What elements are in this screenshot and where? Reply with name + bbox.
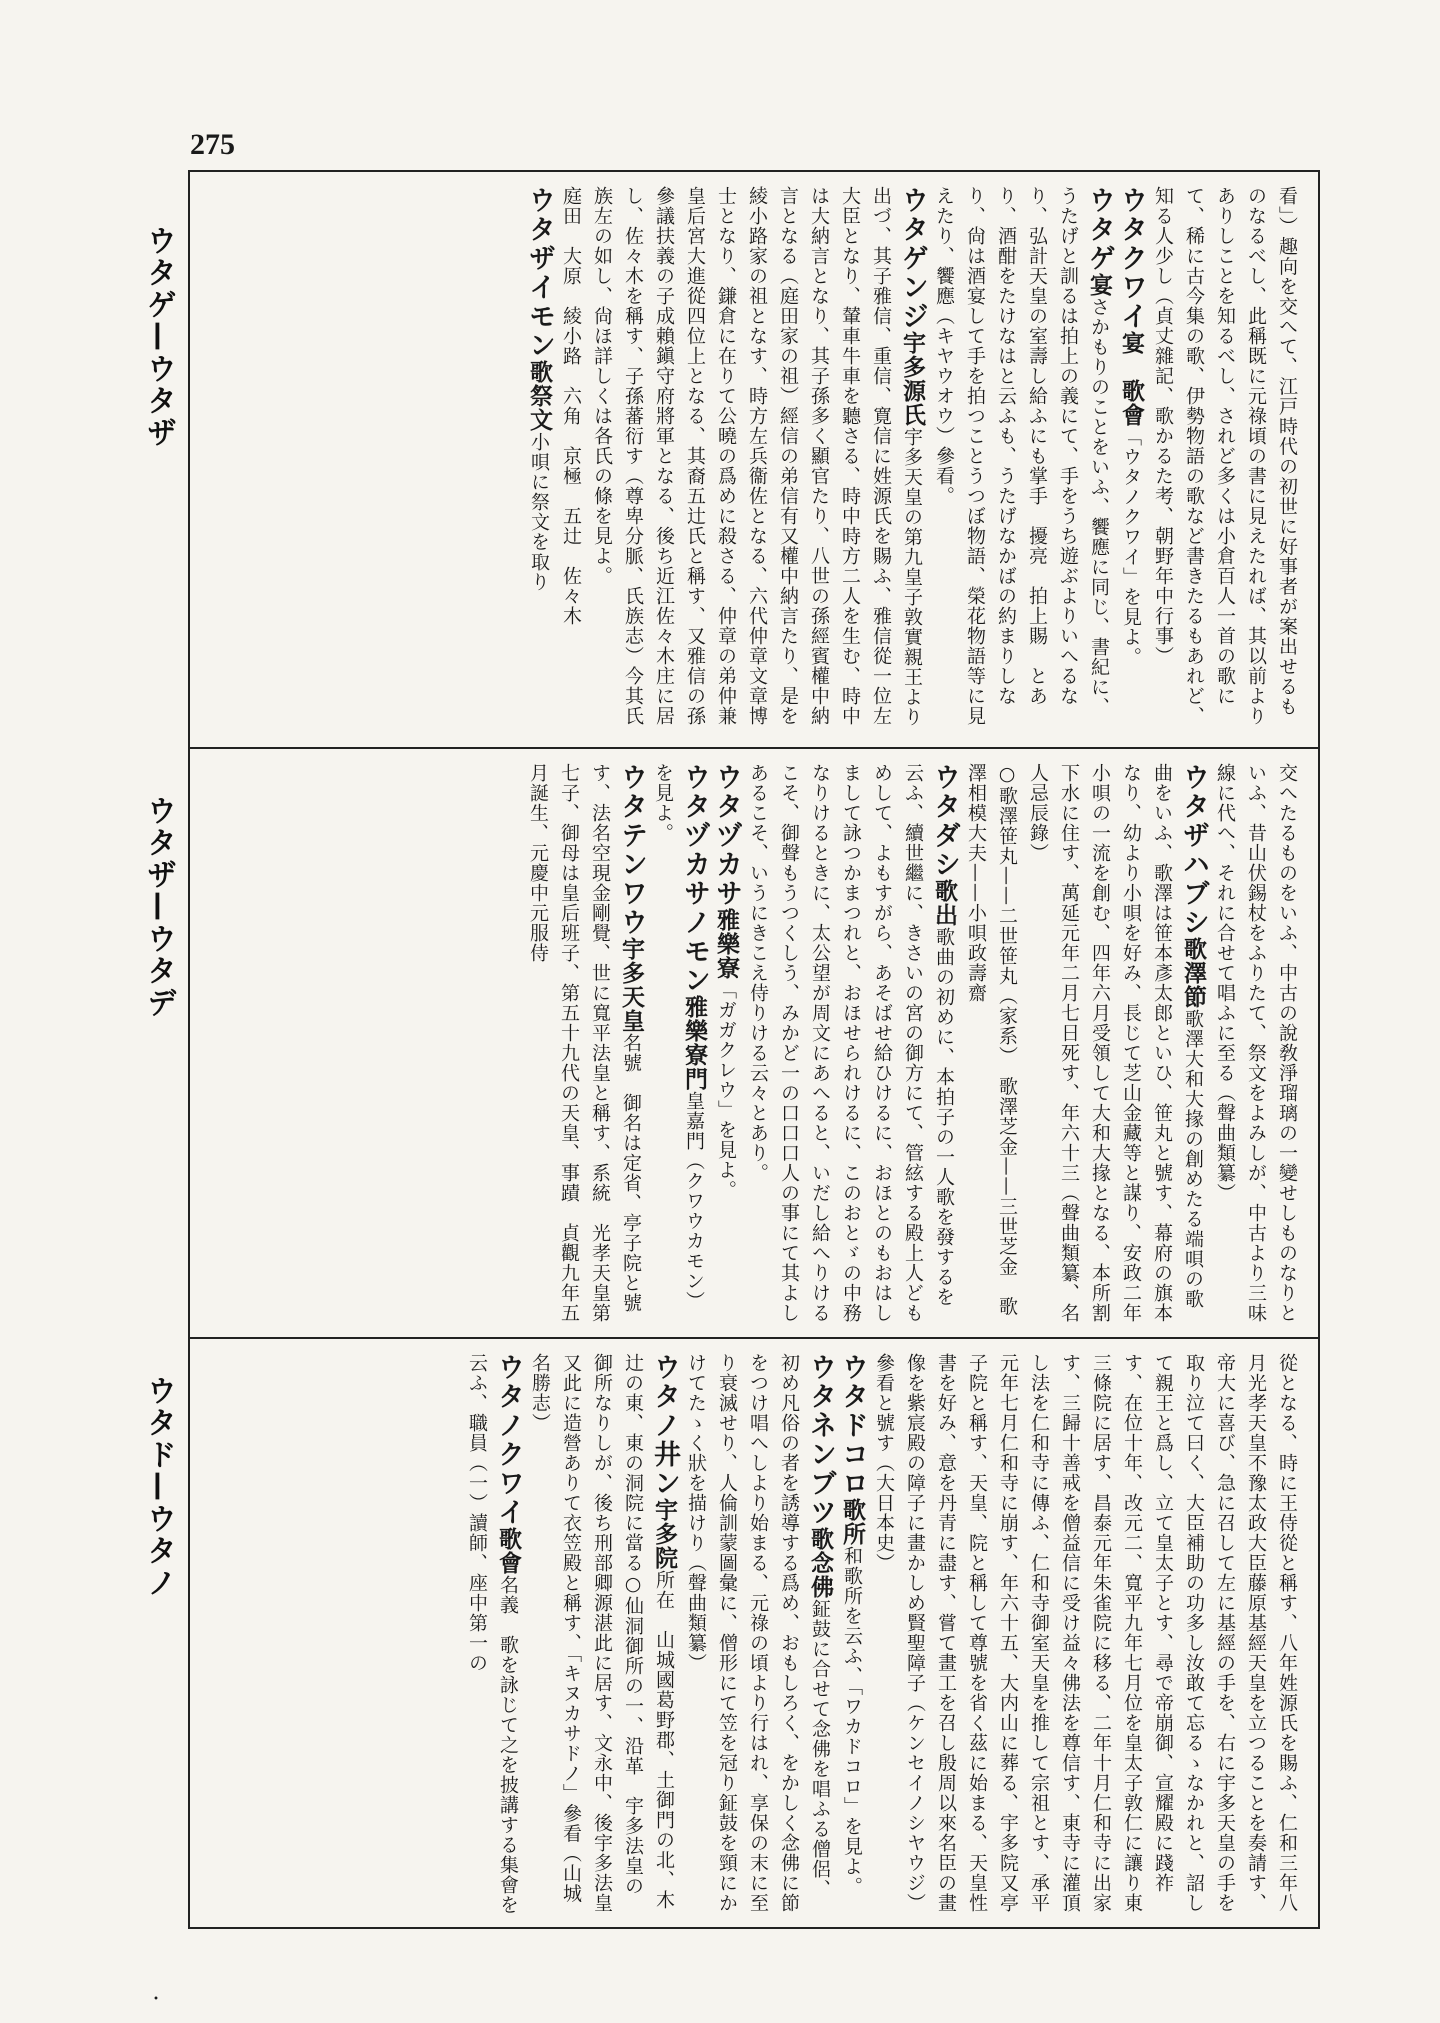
entry-kanji: 歌所 <box>839 1498 866 1546</box>
dictionary-entry <box>461 1353 524 1915</box>
entry-body: 歌澤大和大掾の創めたる端唄の歌曲をいふ、歌澤は笹本彥太郎といひ、笹丸と號す、幕府の旗本なり、幼より小唄を好み、長じて芝山金藏等と謀り、安政二年小唄の一流を創む、四年六月受領して大和大掾となる、本所割下水に住す、萬延元年二月七日死す、年六十三（聲曲類纂、名人忌辰錄） <box>1027 763 1204 1323</box>
dictionary-entry <box>1209 763 1302 1325</box>
entry-headword: ウタテンワウ <box>616 763 647 937</box>
running-head-bottom: ウタド—ウタノ <box>141 1375 176 1599</box>
dictionary-entry <box>647 763 710 1325</box>
page-frame <box>188 170 1320 1929</box>
dictionary-entry <box>1022 763 1209 1325</box>
dictionary-entry <box>960 763 1022 1325</box>
entry-body: 和歌所を云ふ、「ワカドコロ」を見よ。 <box>841 1546 863 1897</box>
running-head-top: ウタゲ—ウタザ <box>141 225 176 449</box>
dictionary-entry <box>524 1353 680 1915</box>
entry-body: 小唄に祭文を取り <box>528 432 550 592</box>
entry-kanji: 歌出 <box>931 879 958 927</box>
band-text <box>190 172 1318 747</box>
entry-body: 宇多天皇の第九皇子敦實親王より出づ、其子雅信、重信、寛信に姓源氏を賜ふ、雅信從一位左大臣となり、輦車牛車を聽さる、時中時方二人を生む、時中は大納言となり、其子孫多く顯官たり、八世の孫經賓權中納言となる（庭田家の祖）經信の弟信有又權中納言たり、是を綾小路家の祖となす、時方左兵衞佐となる、六代仲章文章博士となり、鎌倉に在りて公曉の爲めに殺さる、仲章の弟仲兼皇后宮大進從四位上となる、其裔五辻氏と稱す、又雅信の孫參議扶義の子成賴鎭守府將軍となる、後ち近江佐々木庄に居し、佐々木を稱す、子孫蕃衍す（尊卑分脈、氏族志）今其氏族左の如し、尙ほ詳しくは各氏の條を見よ。 <box>591 186 923 727</box>
dictionary-entry <box>586 186 928 733</box>
page-number: 275 <box>190 128 235 161</box>
entry-body: 名號 御名は定省、亭子院と號す、法名空現金剛覺、世に寬平法皇と稱す、系統 光孝天皇第七子、御母は皇后班子、第五十九代の天皇、事蹟 貞觀九年五月誕生、元慶中元服侍 <box>527 763 642 1323</box>
entry-body: 「ウタノクワイ」を見よ。 <box>1120 427 1142 667</box>
entry-headword: ウタダシ <box>929 763 960 879</box>
band-text <box>190 749 1318 1339</box>
entry-kanji: 宇多源氏 <box>899 331 926 427</box>
entry-kanji: 歌祭文 <box>526 360 553 432</box>
entry-kanji: 宴 <box>1086 273 1113 297</box>
entry-body: 「ガガクレウ」を見よ。 <box>715 980 737 1200</box>
entry-headword: ウタゲ <box>1084 186 1115 273</box>
entry-body: 鉦鼓に合せて念佛を唱ふる僧侶、初め凡俗の者を誘導する爲め、おもしろく、をかしく念佛に節をつけ唱へしより始まる、元祿の頃より行はれ、享保の末に至り衰滅せり、人倫訓蒙圖彙に、僧形にて笠を冠り鉦鼓を頸にかけてたゝく狀を描けり（聲曲類纂） <box>685 1353 831 1913</box>
band-middle <box>190 747 1318 1339</box>
dictionary-entry <box>555 186 586 733</box>
entry-kanji: 雅樂寮 <box>713 908 740 980</box>
entry-body: ○歌澤笹丸——二世笹丸（家系） 歌澤芝金——三世芝金 歌澤相模大夫——小唄政壽齋 <box>965 763 1018 1317</box>
entry-headword: ウタネンブツ <box>805 1353 836 1527</box>
entry-kanji: 歌會 <box>495 1527 522 1575</box>
bottom-mark: ・ <box>148 1989 165 2008</box>
running-head-middle: ウタザ—ウタデ <box>141 795 176 1019</box>
entry-headword: ウタノ井ン <box>649 1353 680 1498</box>
dictionary-entry <box>523 186 555 733</box>
dictionary-entry <box>1147 186 1302 733</box>
entry-kanji: 雅樂寮門 <box>681 995 708 1091</box>
entry-kanji: 宴 歌會 <box>1118 331 1145 427</box>
entry-body: 名義 歌を詠じて之を披講する集會を云ふ、職員（一）讀師、座中第一の <box>466 1353 519 1915</box>
entry-body: 看」）趣向を交へて、江戸時代の初世に好事者が案出せるものなるべし、此稱既に元祿頃の書に見えたれば、其以前よりありしことを知るべし、されど多くは小倉百人一首の歌にて、稀に古今集の歌、伊勢物語の歌など書きたるもあれど、知る人少し（貞丈雜記、歌かるた考、朝野年中行事） <box>1152 186 1298 726</box>
dictionary-entry <box>1115 186 1147 733</box>
dictionary-entry <box>868 1353 1302 1915</box>
band-top <box>190 172 1318 747</box>
band-text <box>190 1339 1318 1929</box>
entry-headword: ウタザハブシ <box>1178 763 1209 937</box>
dictionary-entry <box>710 763 742 1325</box>
entry-headword: ウタヅカサ <box>711 763 742 908</box>
band-bottom <box>190 1337 1318 1929</box>
entry-kanji: 歌念佛 <box>807 1527 834 1599</box>
entry-kanji: 歌澤節 <box>1180 937 1207 1009</box>
dictionary-entry <box>680 1353 836 1915</box>
entry-body: 交へたるものをいふ、中古の說敎淨瑠璃の一變せしものなりといふ、昔山伏錫杖をふりたて、祭文をよみしが、中古より三味線に代へ、それに合せて唱ふに至る（聲曲類纂） <box>1214 763 1298 1323</box>
entry-headword: ウタノクワイ <box>493 1353 524 1527</box>
entry-headword: ウタゲンジ <box>897 186 928 331</box>
entry-headword: ウタドコロ <box>837 1353 868 1498</box>
dictionary-entry <box>836 1353 868 1915</box>
dictionary-entry <box>742 763 960 1325</box>
entry-body: 從となる、時に王侍從と稱す、八年姓源氏を賜ふ、仁和三年八月光孝天皇不豫太政大臣藤原基經天皇を立つることを奏請す、帝大に喜び、急に召して左に基經の手を、右に宇多天皇の手を取り泣て曰く、大臣補助の功多し汝敢て忘るゝなかれと、詔して親王と爲し、立て皇太子とす、尋で帝崩御、宣耀殿に踐祚す、在位十年、改元二、寬平九年七月位を皇太子敦仁に讓り東三條院に居す、昌泰元年朱雀院に移る、二年十月仁和寺に出家す、三歸十善戒を僧益信に受け益々佛法を尊信す、東寺に灌頂し法を仁和寺に傳ふ、仁和寺御室天皇を推して宗祖とす、承平元年七月仁和寺に崩す、年六十五、大内山に葬る、宇多院又亭子院と稱す、天皇、院と稱して尊號を省く茲に始まる、天皇性書を好み、意を丹青に盡す、嘗て畫工を召し殷周以來名臣の畫像を紫宸殿の障子に畫かしめ賢聖障子（ケンセイノシヤウジ）參看と號す（大日本史） <box>873 1353 1298 1913</box>
entry-headword: ウタヅカサノモン <box>679 763 710 995</box>
entry-kanji: 宇多天皇 <box>618 937 645 1033</box>
entry-headword: ウタクワイ <box>1116 186 1147 331</box>
entry-body: 皇嘉門（クワウカモン）を見よ。 <box>652 763 705 1311</box>
dictionary-entry <box>522 763 647 1325</box>
entry-body: 歌曲の初めに、本拍子の一人歌を發するを云ふ、續世繼に、きさいの宮の御方にて、管絃する殿上人どもめして、よもすがら、あそばせ給ひけるに、おほとのもおはしまして詠つかまつれと、おほせられけるに、このおとゞの中務なりけるときに、太公望が周文にあへると、いだし給へりけるこそ、御聲もうつくしう、みかど一の口口口人の事にて其よしあるこそ、いうにきこえ侍りける云々とあり。 <box>747 763 955 1323</box>
dictionary-entry <box>928 186 1115 733</box>
entry-body: さかもりのことをいふ、饗應に同じ、書紀に、うたげと訓るは拍上の義にて、手をうち遊ぶよりいへるなり、弘計天皇の室壽し給ふにも掌手 擾亮 拍上賜 とあり、酒酣をたけなはと云ふも、うたげなかばの約まりしなり、尙は酒宴して手を拍つことうつぼ物語、榮花物語等に見えたり、饗應（キヤウオウ）參看。 <box>933 186 1110 726</box>
entry-headword: ウタザイモン <box>524 186 555 360</box>
entry-kanji: 宇多院 <box>651 1498 678 1570</box>
entry-body: 庭田 大原 綾小路 六角 京極 五辻 佐々木 <box>560 186 582 626</box>
entry-body: 所在 山城國葛野郡、土御門の北、木辻の東、東の洞院に當る○仙洞御所の一、沿革 宇多法皇の御所なりしが、後ち刑部卿源湛此に居す、文永中、後宇多法皇又此に造營ありて衣笠殿と稱す、「キヌカサドノ」參看（山城名勝志） <box>529 1353 675 1913</box>
